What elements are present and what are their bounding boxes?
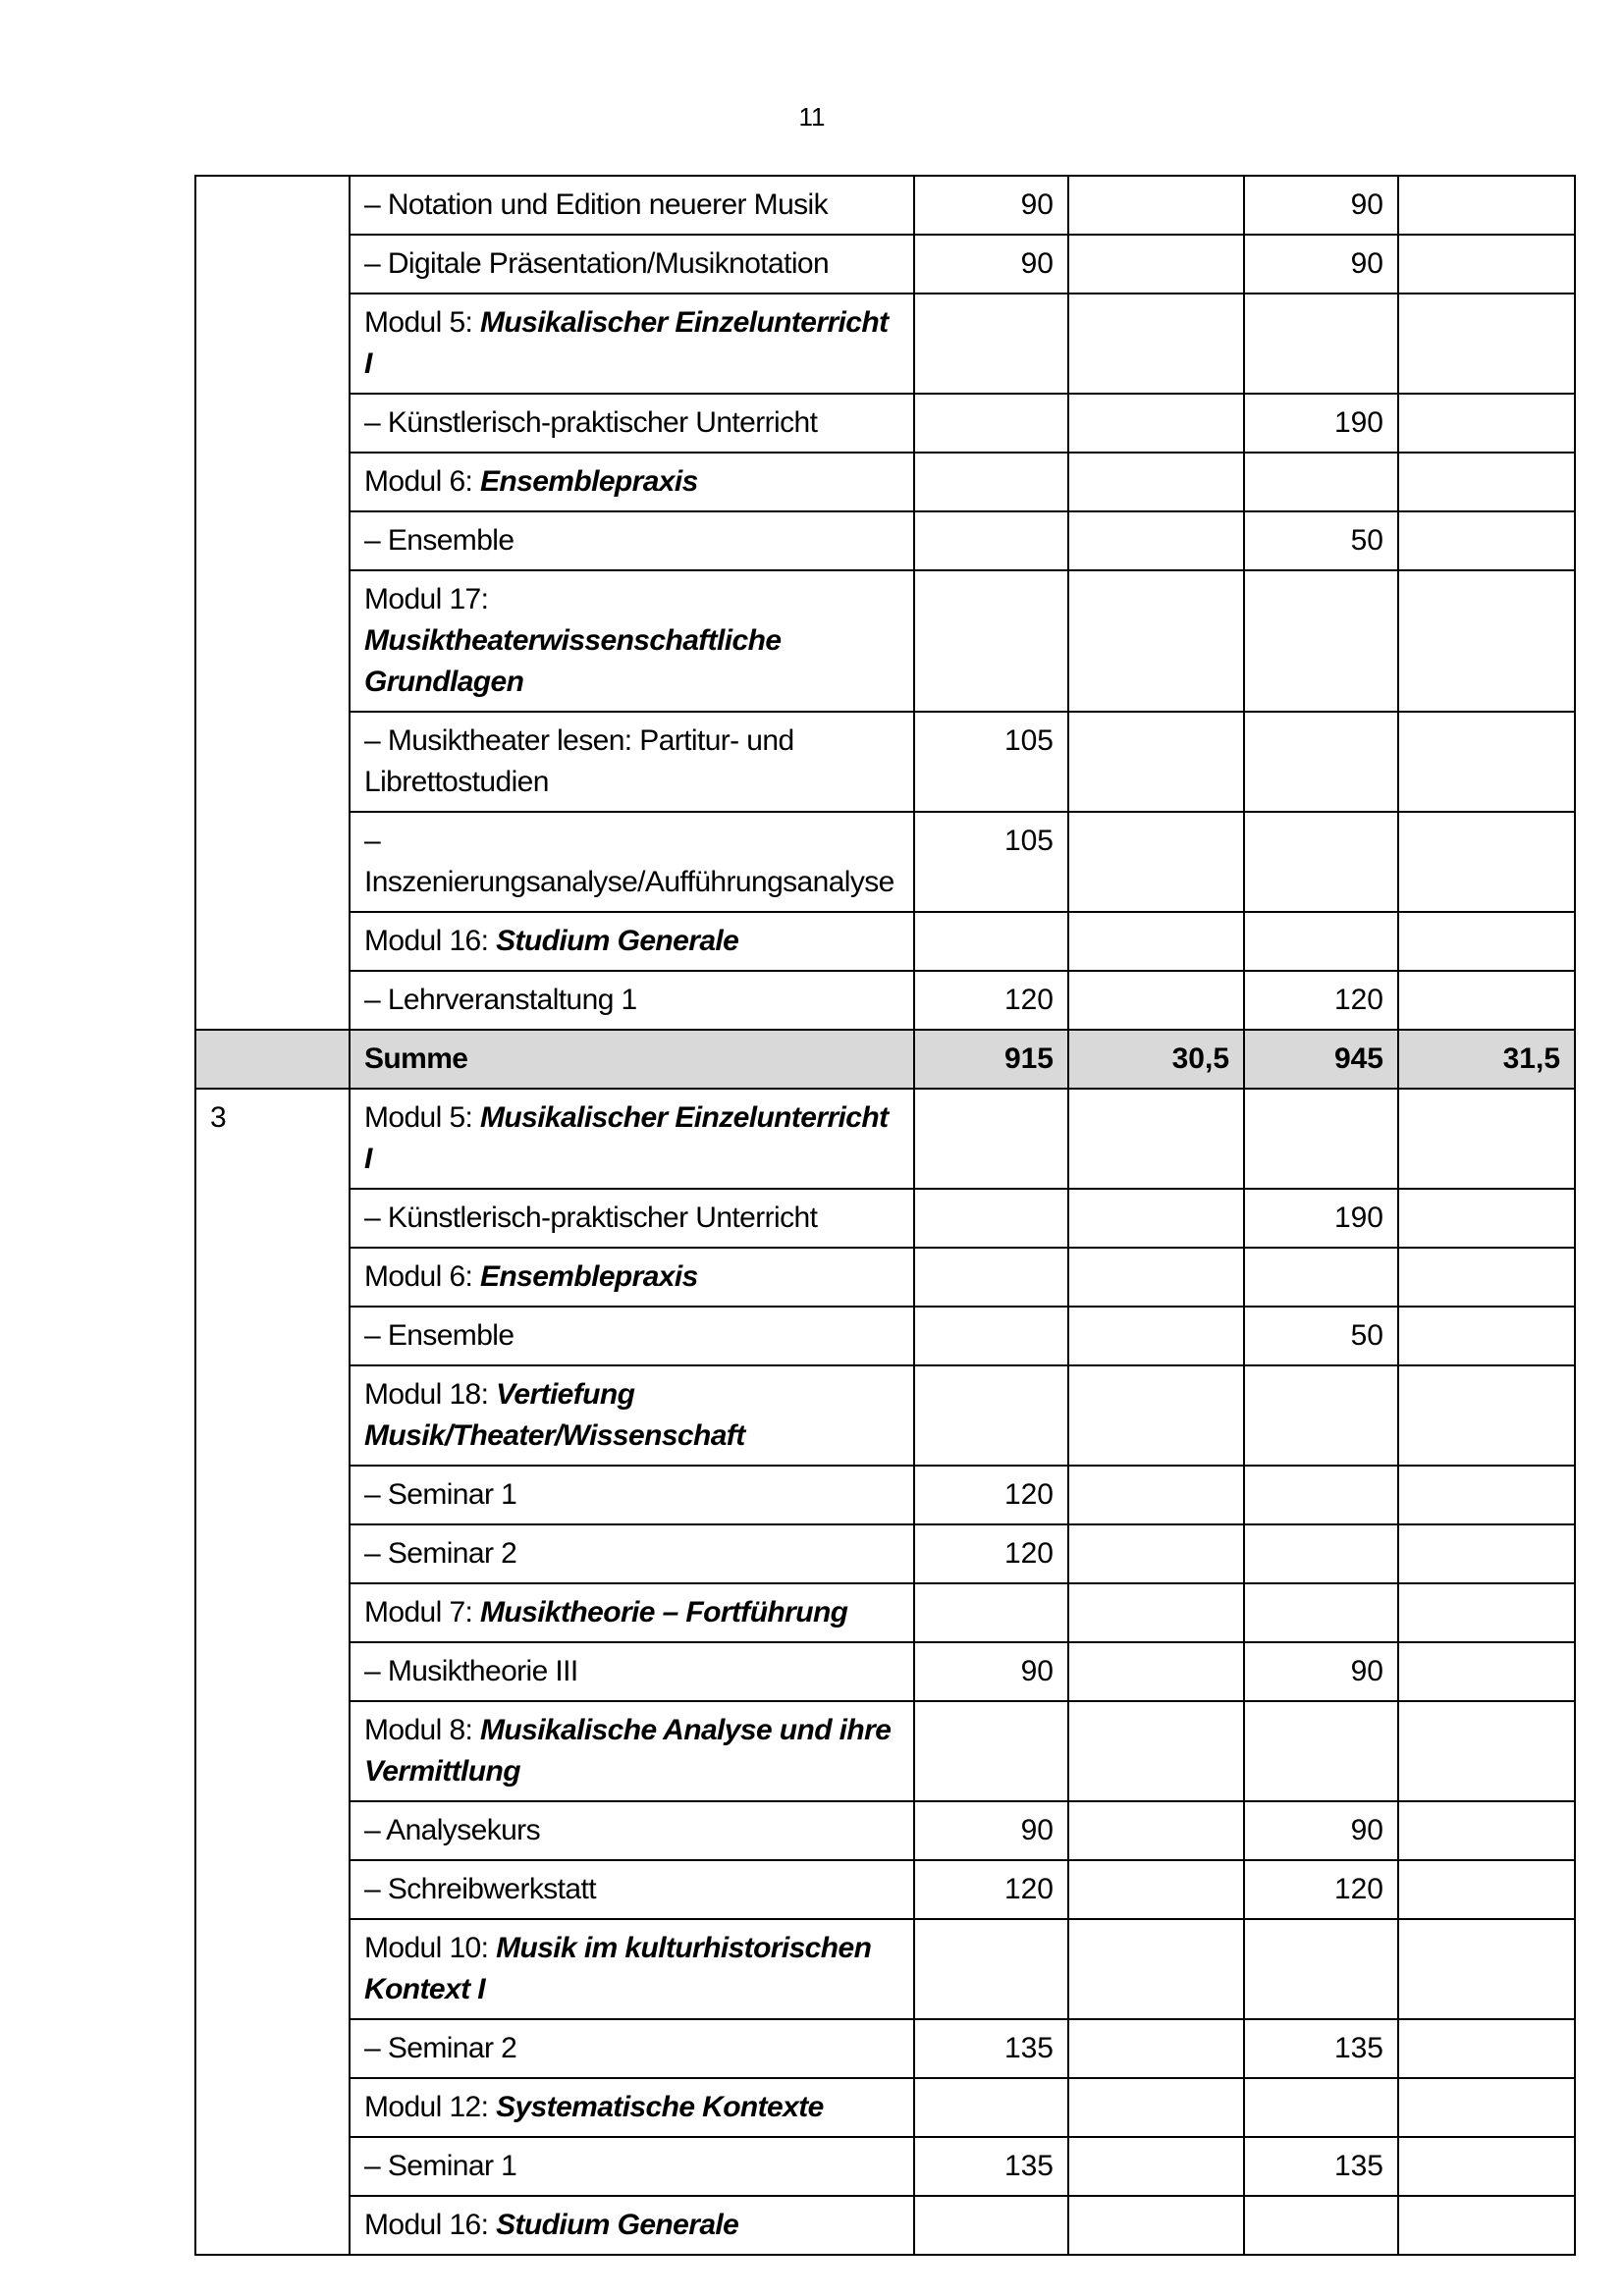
value-cell-4 xyxy=(1398,511,1575,570)
module-row xyxy=(195,1583,1575,1642)
value-cell-3: 135 xyxy=(1244,2137,1398,2196)
value-cell-2 xyxy=(1068,1801,1244,1860)
value-cell-2 xyxy=(1068,1860,1244,1919)
value-cell-3 xyxy=(1244,1583,1398,1642)
value-cell-4 xyxy=(1398,1524,1575,1583)
module-row xyxy=(195,1701,1575,1801)
value-cell-2 xyxy=(1068,1642,1244,1701)
course-row xyxy=(195,394,1575,453)
module-row xyxy=(195,2078,1575,2137)
module-title xyxy=(350,1248,914,1307)
course-label: – Notation und Edition neuerer Musik xyxy=(350,176,914,235)
value-cell-1: 120 xyxy=(914,1466,1068,1524)
course-row xyxy=(195,1524,1575,1583)
value-cell-1 xyxy=(914,511,1068,570)
module-prefix: Modul 6: xyxy=(364,465,480,498)
module-row xyxy=(195,2196,1575,2255)
value-cell-1: 90 xyxy=(914,176,1068,235)
value-cell-3 xyxy=(1244,294,1398,394)
value-cell-3 xyxy=(1244,912,1398,971)
value-cell-2 xyxy=(1068,1701,1244,1801)
value-cell-4 xyxy=(1398,1307,1575,1365)
value-cell-2 xyxy=(1068,1466,1244,1524)
value-cell-4 xyxy=(1398,2019,1575,2078)
value-cell-1: 120 xyxy=(914,1860,1068,1919)
module-title xyxy=(350,570,914,712)
value-cell-1: 120 xyxy=(914,1524,1068,1583)
value-cell-2 xyxy=(1068,1307,1244,1365)
value-cell-2 xyxy=(1068,2137,1244,2196)
value-cell-2 xyxy=(1068,570,1244,712)
value-cell-4 xyxy=(1398,570,1575,712)
value-cell-4 xyxy=(1398,1466,1575,1524)
value-cell-1: 90 xyxy=(914,1642,1068,1701)
value-cell-1: 90 xyxy=(914,1801,1068,1860)
value-cell-1 xyxy=(914,294,1068,394)
module-row xyxy=(195,294,1575,394)
value-cell-3: 50 xyxy=(1244,1307,1398,1365)
module-title xyxy=(350,1365,914,1466)
course-row xyxy=(195,176,1575,235)
course-row xyxy=(195,235,1575,294)
module-prefix: Modul 16: xyxy=(364,2209,497,2241)
course-row xyxy=(195,2137,1575,2196)
value-cell-4 xyxy=(1398,912,1575,971)
value-cell-1: 120 xyxy=(914,971,1068,1030)
module-prefix: Modul 17: xyxy=(364,583,489,615)
value-cell-3 xyxy=(1244,1089,1398,1189)
course-row xyxy=(195,712,1575,812)
module-prefix: Modul 16: xyxy=(364,925,497,957)
curriculum-table-body xyxy=(195,176,1575,2255)
value-cell-1 xyxy=(914,1248,1068,1307)
value-cell-1 xyxy=(914,1583,1068,1642)
value-cell-3 xyxy=(1244,2078,1398,2137)
value-cell-2 xyxy=(1068,1583,1244,1642)
value-cell-2 xyxy=(1068,971,1244,1030)
value-cell-2 xyxy=(1068,2019,1244,2078)
value-cell-2: 30,5 xyxy=(1068,1030,1244,1089)
curriculum-table xyxy=(194,175,1576,2256)
course-label: – Ensemble xyxy=(350,1307,914,1365)
module-name: Musik im kulturhistorischen Kontext I xyxy=(364,1932,872,2005)
value-cell-2 xyxy=(1068,1524,1244,1583)
course-row xyxy=(195,1189,1575,1248)
value-cell-3 xyxy=(1244,712,1398,812)
module-name: Vertiefung Musik/Theater/Wissenschaft xyxy=(364,1378,745,1452)
course-label: – Seminar 1 xyxy=(350,2137,914,2196)
value-cell-4 xyxy=(1398,1801,1575,1860)
value-cell-3: 120 xyxy=(1244,971,1398,1030)
course-row xyxy=(195,1466,1575,1524)
value-cell-3 xyxy=(1244,1919,1398,2019)
value-cell-4: 31,5 xyxy=(1398,1030,1575,1089)
module-name: Musiktheorie – Fortführung xyxy=(480,1596,848,1629)
module-name: Studium Generale xyxy=(496,925,739,957)
module-title xyxy=(350,294,914,394)
module-row xyxy=(195,1089,1575,1189)
course-row xyxy=(195,812,1575,912)
module-name: Ensemblepraxis xyxy=(480,1260,698,1293)
value-cell-4 xyxy=(1398,1583,1575,1642)
course-label: – Seminar 2 xyxy=(350,2019,914,2078)
value-cell-1 xyxy=(914,1307,1068,1365)
sum-row xyxy=(195,1030,1575,1089)
value-cell-4 xyxy=(1398,1248,1575,1307)
sum-label: Summe xyxy=(350,1030,914,1089)
module-prefix: Modul 12: xyxy=(364,2091,497,2123)
module-name: Ensemblepraxis xyxy=(480,465,698,498)
course-row xyxy=(195,1860,1575,1919)
course-row xyxy=(195,1307,1575,1365)
course-label: – Inszenierungsanalyse/Aufführungsanalyse xyxy=(350,812,914,912)
value-cell-2 xyxy=(1068,2078,1244,2137)
module-row xyxy=(195,1919,1575,2019)
value-cell-3: 190 xyxy=(1244,394,1398,453)
value-cell-3 xyxy=(1244,453,1398,511)
module-prefix: Modul 10: xyxy=(364,1932,497,1964)
module-name: Musikalische Analyse und ihre Vermittlung xyxy=(364,1714,892,1788)
value-cell-1 xyxy=(914,1919,1068,2019)
course-label: – Analysekurs xyxy=(350,1801,914,1860)
course-label: – Künstlerisch-praktischer Unterricht xyxy=(350,394,914,453)
value-cell-1 xyxy=(914,912,1068,971)
value-cell-3: 945 xyxy=(1244,1030,1398,1089)
value-cell-2 xyxy=(1068,294,1244,394)
value-cell-4 xyxy=(1398,1860,1575,1919)
value-cell-3 xyxy=(1244,570,1398,712)
value-cell-4 xyxy=(1398,1642,1575,1701)
course-label: – Schreibwerkstatt xyxy=(350,1860,914,1919)
module-title xyxy=(350,912,914,971)
value-cell-1 xyxy=(914,394,1068,453)
module-prefix: Modul 6: xyxy=(364,1260,480,1293)
value-cell-4 xyxy=(1398,394,1575,453)
value-cell-3: 50 xyxy=(1244,511,1398,570)
value-cell-2 xyxy=(1068,235,1244,294)
value-cell-4 xyxy=(1398,2078,1575,2137)
module-prefix: Modul 7: xyxy=(364,1596,480,1629)
semester-cell xyxy=(195,176,350,1030)
module-title xyxy=(350,453,914,511)
module-row xyxy=(195,570,1575,712)
value-cell-1: 105 xyxy=(914,712,1068,812)
value-cell-4 xyxy=(1398,1189,1575,1248)
value-cell-3: 120 xyxy=(1244,1860,1398,1919)
value-cell-2 xyxy=(1068,511,1244,570)
module-prefix: Modul 8: xyxy=(364,1714,480,1746)
value-cell-3 xyxy=(1244,1466,1398,1524)
value-cell-4 xyxy=(1398,712,1575,812)
value-cell-2 xyxy=(1068,1089,1244,1189)
value-cell-4 xyxy=(1398,2196,1575,2255)
course-label: – Künstlerisch-praktischer Unterricht xyxy=(350,1189,914,1248)
module-name: Musikalischer Einzelunterricht I xyxy=(364,1101,889,1175)
value-cell-2 xyxy=(1068,394,1244,453)
module-title xyxy=(350,2078,914,2137)
value-cell-4 xyxy=(1398,1365,1575,1466)
value-cell-3 xyxy=(1244,1365,1398,1466)
value-cell-2 xyxy=(1068,1919,1244,2019)
value-cell-2 xyxy=(1068,2196,1244,2255)
module-name: Musiktheaterwissenschaftliche Grundlagen xyxy=(364,624,782,698)
module-title xyxy=(350,1919,914,2019)
value-cell-4 xyxy=(1398,812,1575,912)
value-cell-2 xyxy=(1068,912,1244,971)
value-cell-4 xyxy=(1398,2137,1575,2196)
value-cell-3: 90 xyxy=(1244,235,1398,294)
value-cell-2 xyxy=(1068,1248,1244,1307)
course-label: – Lehrveranstaltung 1 xyxy=(350,971,914,1030)
value-cell-4 xyxy=(1398,1701,1575,1801)
course-label: – Digitale Präsentation/Musiknotation xyxy=(350,235,914,294)
course-row xyxy=(195,511,1575,570)
value-cell-3 xyxy=(1244,1701,1398,1801)
module-name: Musikalischer Einzelunterricht I xyxy=(364,306,889,380)
course-row xyxy=(195,1801,1575,1860)
module-name: Systematische Kontexte xyxy=(496,2091,824,2123)
value-cell-1 xyxy=(914,1701,1068,1801)
value-cell-1 xyxy=(914,2078,1068,2137)
semester-cell: 3 xyxy=(195,1089,350,2255)
course-row xyxy=(195,971,1575,1030)
value-cell-1: 90 xyxy=(914,235,1068,294)
module-row xyxy=(195,1248,1575,1307)
value-cell-4 xyxy=(1398,1919,1575,2019)
value-cell-1: 135 xyxy=(914,2137,1068,2196)
value-cell-4 xyxy=(1398,1089,1575,1189)
value-cell-4 xyxy=(1398,453,1575,511)
course-label: – Seminar 2 xyxy=(350,1524,914,1583)
value-cell-1 xyxy=(914,1089,1068,1189)
value-cell-3 xyxy=(1244,812,1398,912)
value-cell-2 xyxy=(1068,1189,1244,1248)
module-title xyxy=(350,1089,914,1189)
value-cell-4 xyxy=(1398,971,1575,1030)
module-row xyxy=(195,912,1575,971)
course-label: – Ensemble xyxy=(350,511,914,570)
value-cell-3: 90 xyxy=(1244,1642,1398,1701)
module-prefix: Modul 18: xyxy=(364,1378,497,1411)
value-cell-3 xyxy=(1244,1524,1398,1583)
value-cell-2 xyxy=(1068,812,1244,912)
semester-cell xyxy=(195,1030,350,1089)
module-prefix: Modul 5: xyxy=(364,306,480,339)
value-cell-3: 190 xyxy=(1244,1189,1398,1248)
course-row xyxy=(195,1642,1575,1701)
value-cell-3: 90 xyxy=(1244,176,1398,235)
value-cell-1 xyxy=(914,453,1068,511)
value-cell-1: 915 xyxy=(914,1030,1068,1089)
value-cell-2 xyxy=(1068,712,1244,812)
value-cell-4 xyxy=(1398,235,1575,294)
module-name: Studium Generale xyxy=(496,2209,739,2241)
value-cell-3 xyxy=(1244,2196,1398,2255)
value-cell-4 xyxy=(1398,294,1575,394)
value-cell-1: 105 xyxy=(914,812,1068,912)
module-title xyxy=(350,1701,914,1801)
page-number: 11 xyxy=(798,102,826,132)
value-cell-2 xyxy=(1068,176,1244,235)
value-cell-1 xyxy=(914,570,1068,712)
value-cell-2 xyxy=(1068,1365,1244,1466)
value-cell-4 xyxy=(1398,176,1575,235)
module-row xyxy=(195,453,1575,511)
value-cell-1 xyxy=(914,1365,1068,1466)
module-title xyxy=(350,1583,914,1642)
value-cell-1 xyxy=(914,1189,1068,1248)
value-cell-1: 135 xyxy=(914,2019,1068,2078)
course-row xyxy=(195,2019,1575,2078)
course-label: – Musiktheater lesen: Partitur- und Librettostudien xyxy=(350,712,914,812)
value-cell-3 xyxy=(1244,1248,1398,1307)
value-cell-1 xyxy=(914,2196,1068,2255)
course-label: – Seminar 1 xyxy=(350,1466,914,1524)
value-cell-3: 90 xyxy=(1244,1801,1398,1860)
module-title xyxy=(350,2196,914,2255)
module-prefix: Modul 5: xyxy=(364,1101,480,1134)
value-cell-2 xyxy=(1068,453,1244,511)
module-row xyxy=(195,1365,1575,1466)
course-label: – Musiktheorie III xyxy=(350,1642,914,1701)
value-cell-3: 135 xyxy=(1244,2019,1398,2078)
